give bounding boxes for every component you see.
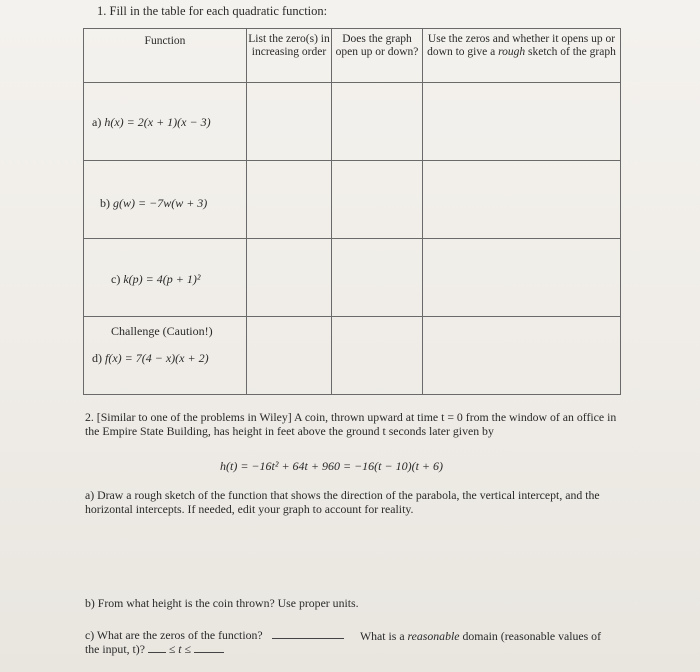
table-row-a-function	[84, 83, 247, 161]
row-expression: k(p) = 4(p + 1)²	[123, 272, 201, 286]
table-row-d-function	[84, 317, 247, 395]
row-expression: f(x) = 7(4 − x)(x + 2)	[105, 351, 209, 365]
answer-cell-zeros-c[interactable]	[247, 239, 332, 317]
question-2-prompt: 2. [Similar to one of the problems in Wiley] A coin, thrown upward at time t = 0 from the window of an office in the Empire State Building, has height in feet above the ground t seconds later given by	[85, 410, 617, 438]
answer-cell-sketch-a[interactable]	[423, 83, 621, 161]
row-label: b)	[100, 196, 110, 210]
column-header-function: Function	[84, 29, 247, 83]
zeros-answer-blank[interactable]	[272, 638, 344, 639]
quadratic-table	[83, 28, 621, 395]
answer-cell-zeros-d[interactable]	[247, 317, 332, 395]
answer-cell-sketch-c[interactable]	[423, 239, 621, 317]
question-2c-zeros	[85, 628, 344, 643]
answer-cell-sketch-b[interactable]	[423, 161, 621, 239]
row-expression: g(w) = −7w(w + 3)	[113, 196, 208, 210]
table-row-b-function	[84, 161, 247, 239]
column-header-zeros: List the zero(s) in increasing order	[247, 29, 332, 83]
row-label: a)	[92, 115, 102, 129]
row-expression: h(x) = 2(x + 1)(x − 3)	[104, 115, 211, 129]
domain-input-label: the input, t)?	[85, 642, 145, 656]
domain-text-1: What is a	[360, 629, 408, 643]
row-label: c)	[111, 272, 121, 286]
challenge-note: Challenge (Caution!)	[111, 324, 213, 338]
answer-cell-opens-c[interactable]	[332, 239, 423, 317]
sketch-header-part2: sketch of the graph	[525, 46, 616, 58]
domain-text-emph: reasonable	[407, 629, 460, 643]
domain-lower-blank[interactable]	[148, 652, 166, 653]
question-2b: b) From what height is the coin thrown? Use proper units.	[85, 596, 359, 610]
question-2c-domain-input	[85, 642, 224, 657]
question-1-heading: 1. Fill in the table for each quadratic function:	[97, 4, 328, 18]
question-2a: a) Draw a rough sketch of the function that shows the direction of the parabola, the vertical intercept, and the horizontal intercepts. If needed, edit your graph to account for reality.	[85, 488, 600, 516]
column-header-sketch	[423, 29, 621, 83]
answer-cell-sketch-d[interactable]	[423, 317, 621, 395]
domain-text-2: domain (reasonable values of	[459, 629, 602, 643]
domain-inequality: ≤ t ≤	[168, 642, 191, 656]
answer-cell-opens-a[interactable]	[332, 83, 423, 161]
answer-cell-opens-b[interactable]	[332, 161, 423, 239]
table-row-c-function	[84, 239, 247, 317]
question-2c-domain	[360, 629, 601, 644]
sketch-header-emph: rough	[498, 46, 526, 58]
answer-cell-zeros-b[interactable]	[247, 161, 332, 239]
domain-upper-blank[interactable]	[194, 652, 224, 653]
question-2c-zeros-text: c) What are the zeros of the function?	[85, 628, 263, 642]
height-equation: h(t) = −16t² + 64t + 960 = −16(t − 10)(t + 6)	[220, 459, 444, 473]
row-label: d)	[92, 351, 102, 365]
answer-cell-opens-d[interactable]	[332, 317, 423, 395]
answer-cell-zeros-a[interactable]	[247, 83, 332, 161]
sketch-header-part1: Use the zeros and whether it opens up or down to give a	[427, 33, 616, 58]
column-header-opens: Does the graph open up or down?	[332, 29, 423, 83]
